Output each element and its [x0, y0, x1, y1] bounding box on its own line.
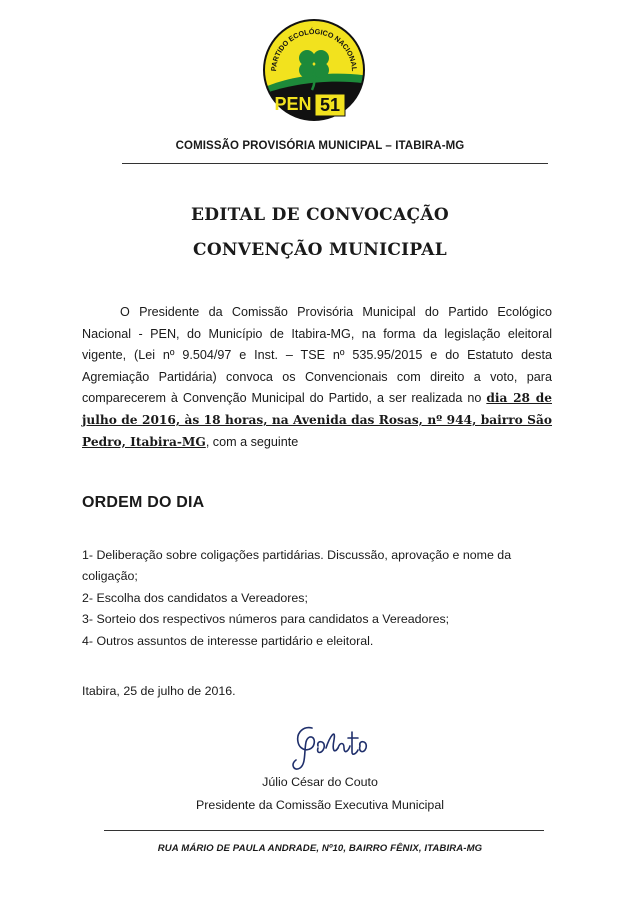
agenda-item: 4- Outros assuntos de interesse partidário e eleitoral.	[82, 633, 374, 648]
agenda-item: 1- Deliberação sobre coligações partidárias. Discussão, aprovação e nome da coligação;	[82, 548, 512, 584]
logo-badge-text: PEN	[274, 94, 312, 114]
logo-number: 51	[319, 95, 341, 115]
convocation-paragraph	[82, 302, 552, 453]
footer-address: RUA MÁRIO DE PAULA ANDRADE, Nº10, BAIRRO FÊNIX, ITABIRA-MG	[157, 843, 483, 854]
logo-arc-text: PARTIDO ECOLÓGICO NACIONAL	[268, 26, 360, 72]
pen-51-logo	[258, 14, 370, 126]
agenda-title: ORDEM DO DIA	[82, 494, 205, 511]
document-title: EDITAL DE CONVOCAÇÃO	[191, 205, 449, 225]
meeting-details: dia 28 de julho de 2016, às 18 horas, na Avenida das Rosas, nº 944, bairro São Pedro, Itabira-MG	[82, 391, 552, 449]
document-subtitle: CONVENÇÃO MUNICIPAL	[192, 240, 448, 260]
header-divider	[122, 163, 548, 164]
paragraph-text-before: O Presidente da Comissão Provisória Municipal do Partido Ecológico Nacional - PEN, do Município de Itabira-MG, na forma da legislação eleitoral vigente, (Lei nº 9.504/97 e Inst. – TSE nº 535.95/2015 e do Estatuto desta Agremiação Partidária) convoca os Convencionais com direito a voto, para comparecerem à Convenção Municipal do Partido, a ser realizada no	[82, 305, 552, 406]
agenda-list	[82, 545, 552, 652]
signer-role: Presidente da Comissão Executiva Municipal	[196, 798, 444, 812]
handwritten-signature	[282, 718, 382, 780]
agenda-item: 2- Escolha dos candidatos a Vereadores;	[82, 590, 308, 605]
agenda-item: 3- Sorteio dos respectivos números para candidatos a Vereadores;	[82, 612, 450, 627]
commission-header: COMISSÃO PROVISÓRIA MUNICIPAL – ITABIRA-MG	[175, 140, 465, 152]
paragraph-text-after: , com a seguinte	[205, 434, 299, 449]
dateline: Itabira, 25 de julho de 2016.	[82, 684, 236, 698]
signer-name: Júlio César do Couto	[262, 775, 378, 789]
footer-divider	[104, 830, 544, 831]
